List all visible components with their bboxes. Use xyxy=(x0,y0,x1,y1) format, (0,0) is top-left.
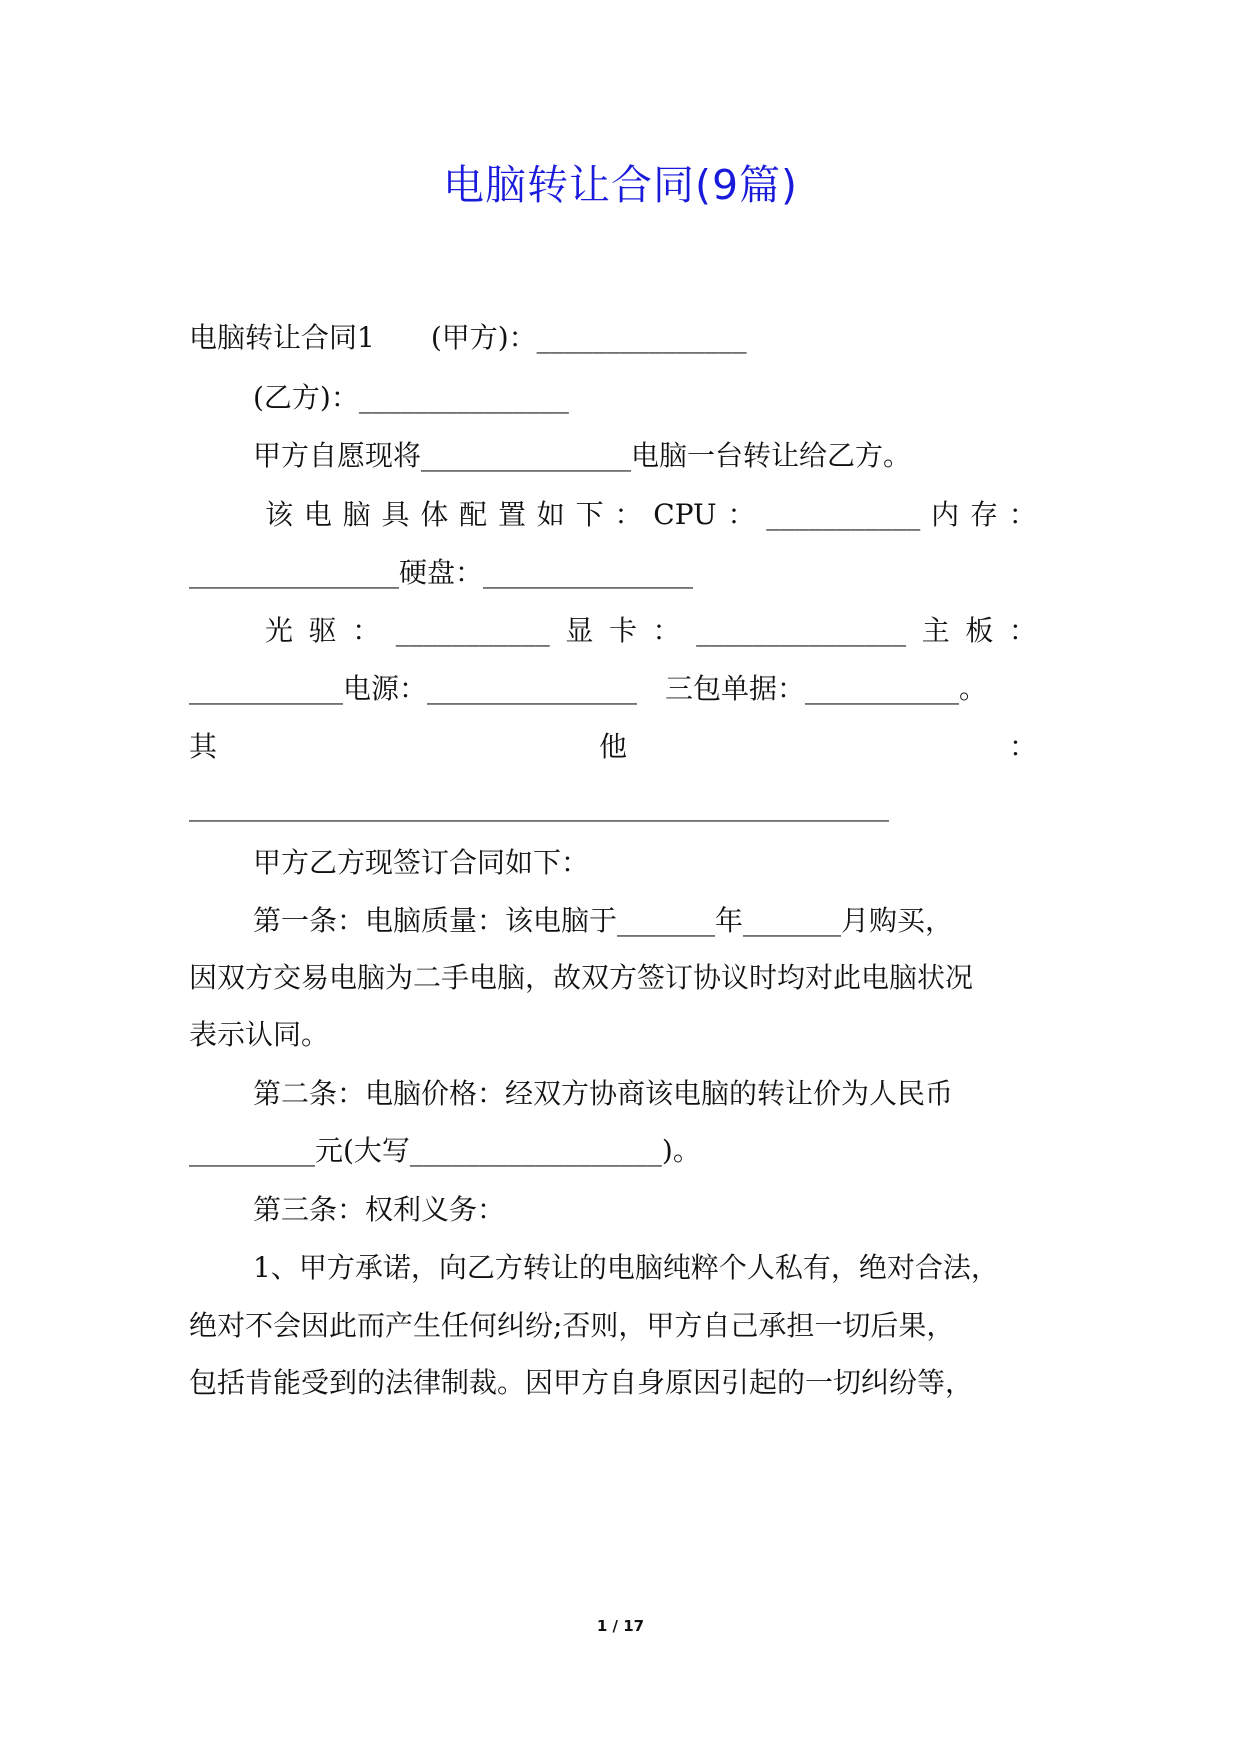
text-seg: 内 xyxy=(931,498,960,531)
config-line-cpu-memory xyxy=(265,495,1037,535)
text-seg: ： xyxy=(727,498,756,531)
text-seg: ： xyxy=(1008,730,1037,763)
document-title: 电脑转让合同(9篇) xyxy=(442,161,799,209)
text-seg: ： xyxy=(1008,498,1037,531)
text-seg: 光 xyxy=(265,614,294,647)
text-seg: _______________ xyxy=(696,614,907,647)
text-seg: 该 xyxy=(265,498,294,531)
text-seg: 脑 xyxy=(342,498,371,531)
article-3-item-1-cont2: 包括肯能受到的法律制裁。因甲方自身原因引起的一切纠纷等， xyxy=(189,1366,974,1399)
text-seg: 电 xyxy=(303,498,332,531)
text-seg: ： xyxy=(614,498,643,531)
text-seg: 他 xyxy=(598,730,627,763)
text-seg: 置 xyxy=(497,498,526,531)
text-seg: 存 xyxy=(969,498,998,531)
config-line-drive-gpu-board xyxy=(265,611,1037,651)
text-seg: 下 xyxy=(575,498,604,531)
article-3-heading: 第三条：权利义务： xyxy=(253,1193,506,1226)
text-seg: 体 xyxy=(420,498,449,531)
text-seg: ___________ xyxy=(766,498,921,531)
article-1-quality: 第一条：电脑质量：该电脑于_______年_______月购买， xyxy=(253,904,954,937)
text-seg: 显 xyxy=(565,614,594,647)
text-seg: 如 xyxy=(536,498,565,531)
article-1-end: 表示认同。 xyxy=(189,1018,330,1051)
sign-intro: 甲方乙方现签订合同如下： xyxy=(253,846,590,879)
other-line xyxy=(189,727,1037,767)
article-2-price: 第二条：电脑价格：经双方协商该电脑的转让价为人民币 xyxy=(253,1077,954,1110)
text-seg: ： xyxy=(352,614,381,647)
page-number: 1 / 17 xyxy=(596,1617,645,1635)
article-1-cont: 因双方交易电脑为二手电脑，故双方签订协议时均对此电脑状况 xyxy=(189,961,974,994)
transfer-statement: 甲方自愿现将_______________电脑一台转让给乙方。 xyxy=(253,439,912,472)
text-seg: ： xyxy=(652,614,681,647)
text-seg: 配 xyxy=(459,498,488,531)
config-line-power-warranty: ___________电源：_______________ 三包单据：___________。 xyxy=(189,672,988,705)
article-3-item-1: 1、甲方承诺，向乙方转让的电脑纯粹个人私有，绝对合法， xyxy=(253,1251,999,1284)
party-b-line: (乙方)：_______________ xyxy=(253,381,569,414)
text-seg: CPU xyxy=(653,498,717,531)
text-seg: 驱 xyxy=(308,614,337,647)
contract-heading-party-a: 电脑转让合同1 (甲方)：_______________ xyxy=(189,321,747,354)
text-seg: 其 xyxy=(189,730,218,763)
article-3-item-1-cont: 绝对不会因此而产生任何纠纷;否则，甲方自己承担一切后果， xyxy=(189,1309,955,1342)
text-seg: 具 xyxy=(381,498,410,531)
text-seg: ： xyxy=(1008,614,1037,647)
text-seg: 板 xyxy=(965,614,994,647)
text-seg: 主 xyxy=(921,614,950,647)
article-2-amount: _________元(大写__________________)。 xyxy=(189,1134,701,1167)
other-blank-line: __________________________________________________ xyxy=(189,789,889,822)
text-seg: ___________ xyxy=(395,614,550,647)
config-line-harddisk: _______________硬盘：_______________ xyxy=(189,556,694,589)
text-seg: 卡 xyxy=(608,614,637,647)
